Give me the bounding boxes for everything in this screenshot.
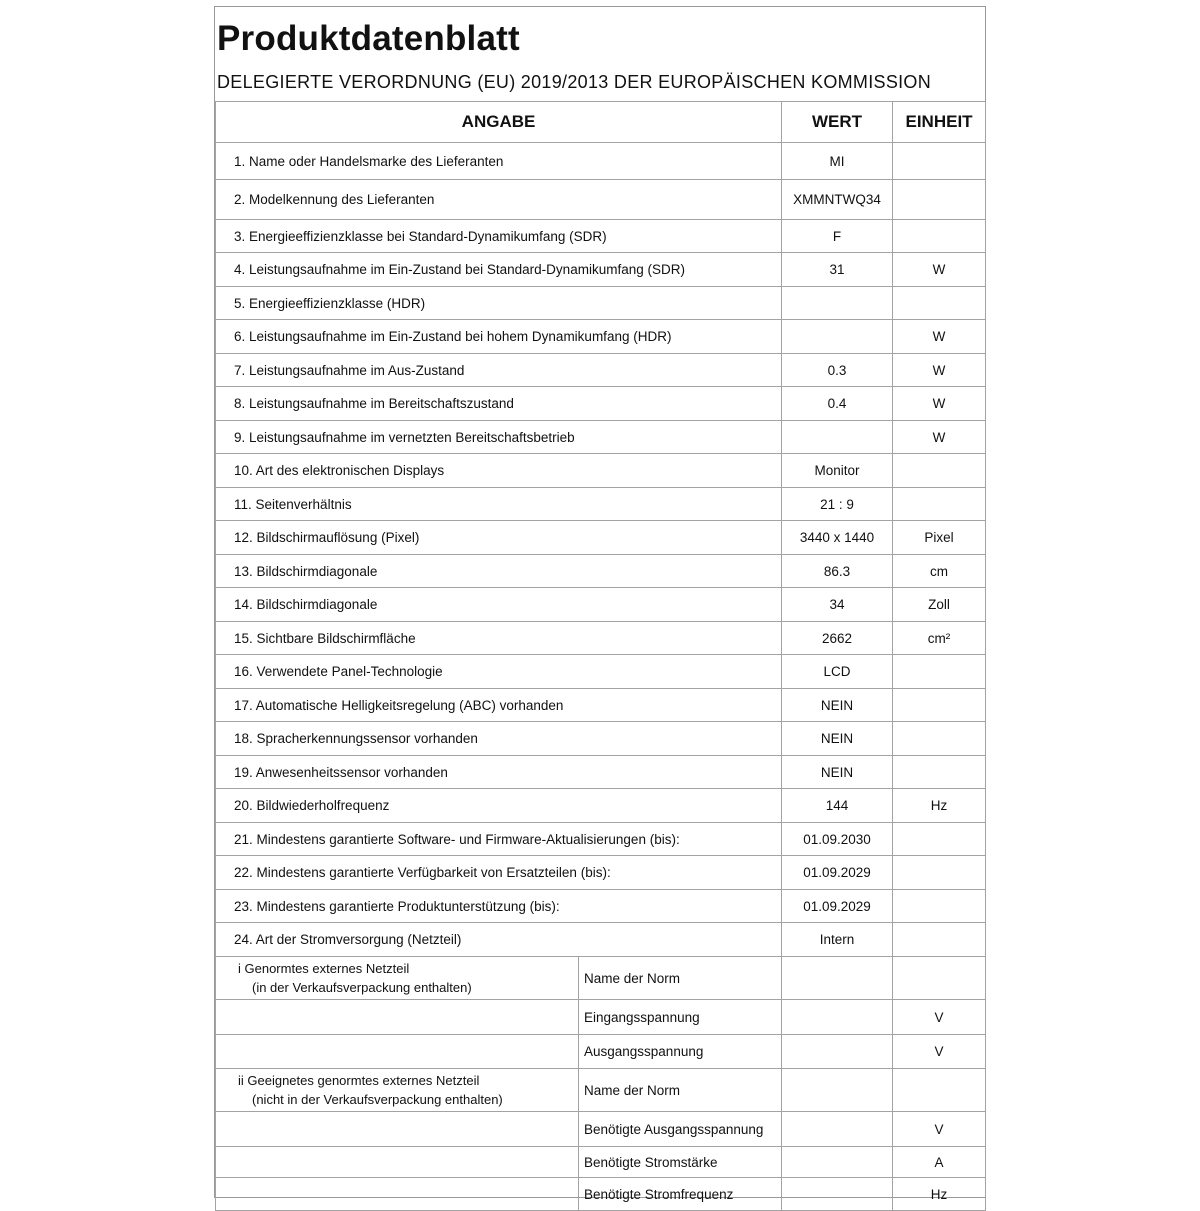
psu-item-unit: [893, 957, 986, 1000]
table-row: [216, 890, 986, 923]
psu-item-label: Eingangsspannung: [579, 1000, 782, 1035]
row-label: 13. Bildschirmdiagonale: [216, 555, 782, 588]
header-angabe: ANGABE: [216, 102, 782, 143]
row-value: Intern: [782, 923, 893, 957]
table-row: [216, 143, 986, 180]
row-value: 34: [782, 588, 893, 622]
row-unit: W: [893, 387, 986, 421]
psu-item-unit: Hz: [893, 1178, 986, 1211]
psu-item-value: [782, 957, 893, 1000]
table-row: [216, 555, 986, 588]
row-label: 6. Leistungsaufnahme im Ein-Zustand bei hohem Dynamikumfang (HDR): [216, 320, 782, 354]
table-row: [216, 689, 986, 722]
row-label: 20. Bildwiederholfrequenz: [216, 789, 782, 823]
row-value: LCD: [782, 655, 893, 689]
table-row: [216, 823, 986, 856]
row-label: 1. Name oder Handelsmarke des Lieferanten: [216, 143, 782, 180]
table-row: [216, 756, 986, 789]
table-row: [216, 354, 986, 387]
row-unit: [893, 488, 986, 521]
row-label: 10. Art des elektronischen Displays: [216, 454, 782, 488]
row-unit: [893, 856, 986, 890]
row-unit: [893, 143, 986, 180]
psu-row: [216, 957, 986, 1000]
table-body: [216, 143, 986, 1211]
psu-group-empty-cell: [216, 1035, 579, 1069]
row-value: NEIN: [782, 722, 893, 756]
psu-item-label: Name der Norm: [579, 1069, 782, 1112]
row-label: 19. Anwesenheitssensor vorhanden: [216, 756, 782, 789]
product-data-sheet: [214, 6, 986, 1202]
psu-group-label: [216, 957, 579, 1000]
row-value: 31: [782, 253, 893, 287]
psu-row: [216, 1112, 986, 1147]
row-label: 12. Bildschirmauflösung (Pixel): [216, 521, 782, 555]
table-row: [216, 387, 986, 421]
row-label: 18. Spracherkennungssensor vorhanden: [216, 722, 782, 756]
psu-item-unit: V: [893, 1035, 986, 1069]
row-unit: [893, 756, 986, 789]
row-value: 01.09.2030: [782, 823, 893, 856]
row-label: 14. Bildschirmdiagonale: [216, 588, 782, 622]
row-label: 24. Art der Stromversorgung (Netzteil): [216, 923, 782, 957]
row-value: 0.3: [782, 354, 893, 387]
row-label: 8. Leistungsaufnahme im Bereitschaftszustand: [216, 387, 782, 421]
row-value: [782, 421, 893, 454]
table-row: [216, 588, 986, 622]
psu-item-value: [782, 1035, 893, 1069]
row-unit: Hz: [893, 789, 986, 823]
psu-group-line2: (in der Verkaufsverpackung enthalten): [252, 980, 472, 995]
psu-item-value: [782, 1112, 893, 1147]
psu-item-label: Benötigte Ausgangsspannung: [579, 1112, 782, 1147]
row-label: 16. Verwendete Panel-Technologie: [216, 655, 782, 689]
table-row: [216, 253, 986, 287]
table-row: [216, 521, 986, 555]
row-unit: [893, 823, 986, 856]
row-value: Monitor: [782, 454, 893, 488]
header-einheit: EINHEIT: [893, 102, 986, 143]
psu-item-label: Benötigte Stromstärke: [579, 1147, 782, 1178]
row-label: 7. Leistungsaufnahme im Aus-Zustand: [216, 354, 782, 387]
row-label: 9. Leistungsaufnahme im vernetzten Bereitschaftsbetrieb: [216, 421, 782, 454]
row-unit: [893, 180, 986, 220]
psu-item-value: [782, 1147, 893, 1178]
psu-item-label: Benötigte Stromfrequenz: [579, 1178, 782, 1211]
psu-row: [216, 1069, 986, 1112]
row-value: [782, 287, 893, 320]
row-label: 15. Sichtbare Bildschirmfläche: [216, 622, 782, 655]
row-value: 01.09.2029: [782, 890, 893, 923]
row-unit: [893, 689, 986, 722]
row-unit: [893, 454, 986, 488]
table-row: [216, 180, 986, 220]
table-row: [216, 789, 986, 823]
row-value: [782, 320, 893, 354]
psu-item-value: [782, 1000, 893, 1035]
row-label: 22. Mindestens garantierte Verfügbarkeit von Ersatzteilen (bis):: [216, 856, 782, 890]
psu-group-line2: (nicht in der Verkaufsverpackung enthalten): [252, 1092, 503, 1107]
row-unit: W: [893, 354, 986, 387]
row-unit: Pixel: [893, 521, 986, 555]
row-unit: cm: [893, 555, 986, 588]
psu-item-unit: V: [893, 1112, 986, 1147]
row-label: 11. Seitenverhältnis: [216, 488, 782, 521]
row-value: 3440 x 1440: [782, 521, 893, 555]
psu-item-value: [782, 1069, 893, 1112]
psu-row: [216, 1000, 986, 1035]
row-unit: [893, 287, 986, 320]
row-label: 23. Mindestens garantierte Produktunterstützung (bis):: [216, 890, 782, 923]
data-table: [215, 101, 986, 1211]
row-label: 3. Energieeffizienzklasse bei Standard-Dynamikumfang (SDR): [216, 220, 782, 253]
row-value: 0.4: [782, 387, 893, 421]
table-header-row: [216, 102, 986, 143]
row-label: 21. Mindestens garantierte Software- und Firmware-Aktualisierungen (bis):: [216, 823, 782, 856]
regulation-subtitle: DELEGIERTE VERORDNUNG (EU) 2019/2013 DER EUROPÄISCHEN KOMMISSION: [217, 72, 932, 92]
row-unit: W: [893, 421, 986, 454]
table-row: [216, 287, 986, 320]
row-unit: Zoll: [893, 588, 986, 622]
psu-group-line1: ii Geeignetes genormtes externes Netzteil: [238, 1073, 480, 1088]
row-label: 2. Modelkennung des Lieferanten: [216, 180, 782, 220]
psu-item-label: Name der Norm: [579, 957, 782, 1000]
psu-row: [216, 1035, 986, 1069]
row-unit: cm²: [893, 622, 986, 655]
psu-group-label: [216, 1069, 579, 1112]
table-row: [216, 622, 986, 655]
row-value: MI: [782, 143, 893, 180]
psu-row: [216, 1178, 986, 1211]
psu-item-value: [782, 1178, 893, 1211]
row-value: 86.3: [782, 555, 893, 588]
psu-group-empty-cell: [216, 1178, 579, 1211]
row-unit: [893, 923, 986, 957]
table-row: [216, 722, 986, 756]
row-label: 4. Leistungsaufnahme im Ein-Zustand bei Standard-Dynamikumfang (SDR): [216, 253, 782, 287]
row-unit: [893, 890, 986, 923]
row-value: NEIN: [782, 689, 893, 722]
row-value: 21 : 9: [782, 488, 893, 521]
psu-item-unit: V: [893, 1000, 986, 1035]
row-value: NEIN: [782, 756, 893, 789]
row-value: XMMNTWQ34: [782, 180, 893, 220]
row-value: F: [782, 220, 893, 253]
row-value: 2662: [782, 622, 893, 655]
table-row: [216, 923, 986, 957]
table-row: [216, 488, 986, 521]
row-unit: W: [893, 253, 986, 287]
row-label: 17. Automatische Helligkeitsregelung (ABC) vorhanden: [216, 689, 782, 722]
table-row: [216, 421, 986, 454]
row-unit: [893, 722, 986, 756]
row-value: 144: [782, 789, 893, 823]
table-row: [216, 320, 986, 354]
table-row: [216, 655, 986, 689]
row-label: 5. Energieeffizienzklasse (HDR): [216, 287, 782, 320]
table-row: [216, 220, 986, 253]
table-row: [216, 856, 986, 890]
psu-item-unit: [893, 1069, 986, 1112]
table-row: [216, 454, 986, 488]
row-value: 01.09.2029: [782, 856, 893, 890]
psu-group-empty-cell: [216, 1147, 579, 1178]
psu-item-unit: A: [893, 1147, 986, 1178]
psu-group-empty-cell: [216, 1112, 579, 1147]
psu-item-label: Ausgangsspannung: [579, 1035, 782, 1069]
page-title: Produktdatenblatt: [217, 19, 520, 58]
header-wert: WERT: [782, 102, 893, 143]
psu-group-line1: i Genormtes externes Netzteil: [238, 961, 410, 976]
row-unit: [893, 220, 986, 253]
row-unit: [893, 655, 986, 689]
row-unit: W: [893, 320, 986, 354]
psu-group-empty-cell: [216, 1000, 579, 1035]
psu-row: [216, 1147, 986, 1178]
